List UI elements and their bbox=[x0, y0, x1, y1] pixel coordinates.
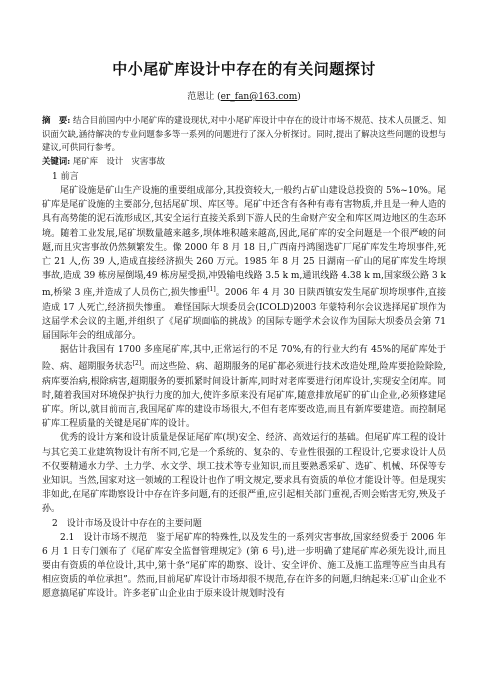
paper-title: 中小尾矿库设计中存在的有关问题探讨 bbox=[112, 60, 376, 78]
section-heading-1: 1 前言 bbox=[52, 172, 79, 182]
paragraph-4 bbox=[42, 531, 446, 602]
paragraph-3: 优秀的设计方案和设计质量是保证尾矿库(坝)安全、经济、高效运行的基础。但尾矿库工程的设计与其它美工业建筑物设计有所不同,它是一个系统的、复杂的、专业性很强的工程设计,它要求设计人员不仅要精通水力学、土力学、水文学、坝工技术等专业知识,而且要熟悉采矿、选矿、机械、环保等专业知识。当然,国家对这一领域的工程设计也作了明文规定,要求具有资质的单位才能设计等。但是现实非如此,在尾矿库勘察设计中存在许多问题,有的还很严重,应引起相关部门重视,否则会贻害无穷,殃及子孙。 bbox=[42, 433, 446, 515]
paragraph-1 bbox=[42, 184, 446, 343]
abstract-text: 结合目前国内中小尾矿库的建设现状,对中小尾矿库设计中存在的设计市场不规范、技术人员匮乏、知识面欠缺,涵待解决的专业问题参多等一系列的问题进行了深入分析探讨。同时,提出了解决这些问题的设想与建议,可供同行参考。 bbox=[42, 115, 446, 152]
subsection-heading-2-1: 2.1 设计市场不规范 bbox=[60, 532, 148, 543]
paragraph-2-text: 据估计我国有 1700 多座尾矿库,其中,正常运行的不足 70%,有的行业大约有 45%的尾矿库处于险、病、超期服务状态 bbox=[42, 345, 446, 373]
citation-1: [1] bbox=[207, 286, 216, 294]
abstract-label: 摘 要: bbox=[42, 115, 71, 125]
paragraph-1-tail: 。2006 年 4 月 30 日陕西镇安发生尾矿坝垮坝事件,直接造成 17 人死亡,经济损失惨重。 难怪国际大坝委员会(ICOLD)2003 年蒙特利尔会议选择尾矿坝作为这届学术会议的主题,并组织了《尾矿坝面临的挑战》的国际专题学术会议作为国际大坝委员会第 71 届国际年会的组成部分。 bbox=[42, 288, 446, 342]
paragraph-1-text: 尾矿设施是矿山生产设施的重要组成部分,其投资较大,一般约占矿山建设总投资的 5%~10%。尾矿库是尾矿设施的主要部分,包括尾矿坝、库区等。尾矿中还含有各种有毒有害物质,并且是一种人造的具有高势能的泥石流形成区,其安全运行直接关系到下游人民的生命财产安全和库区周边地区的生态环境。随着工业发展,尾矿坝数量越来越多,坝体堆积越来越高,因此,尾矿库的安全问题是一个很严峻的问题,而且灾害事故仍然频繁发生。像 2000 年 8 月 18 日,广西南丹鸿图选矿厂尾矿库发生垮坝事件,死亡 21 人,伤 39 人,造成直接经济损失 260 万元。1985 年 8 月 25 日湖南一矿山的尾矿库发生垮坝事故,造成 39 栋房屋倒塌,49 栋房屋受损,冲毁输电线路 3.5 k m,通讯线路 4.38 k m,国家级公路 3 k m,桥梁 3 座,并造成了人员伤亡,损失惨重 bbox=[42, 186, 446, 299]
keywords-text: 尾矿库 设计 灾害事故 bbox=[72, 155, 166, 166]
section-heading-2: 2 设计市场及设计中存在的主要问题 bbox=[52, 518, 202, 529]
paragraph-2-tail: 。而这些险、病、超期服务的尾矿都必须进行技术改造处理,险库要抢险除险,病库要治病,根除病害,超期服务的要抓紧时间设计新库,同时对老库要进行闭库设计,实现安全闭库。同时,随着我国对环境保护执行力度的加大,使许多原来没有尾矿库,随意排放尾矿的矿山企业,必须修建尾矿库。所以,就目前而言,我国尾矿库的建设市场很大,不但有老库要改造,而且有新库要建造。而控制尾矿库工程质量的关键是尾矿库的设计。 bbox=[42, 362, 446, 430]
citation-2: [2] bbox=[132, 360, 142, 368]
abstract bbox=[42, 114, 446, 155]
keywords bbox=[42, 155, 446, 169]
author-line: 范恩让 (er_fan@163.com) bbox=[187, 92, 301, 102]
author-email[interactable]: er_fan@163.com bbox=[220, 92, 298, 102]
author-name: 范恩让 bbox=[187, 92, 215, 102]
paragraph-4-text: 鉴于尾矿库的特殊性,以及发生的一系列灾害事故,国家经贸委于 2006 年 6 月 1 日专门颁布了《尾矿库安全监督管理规定》(第 6 号),进一步明确了建尾矿库必须先设计,而且要由有资质的单位设计,其中,第十条“尾矿库的勘察、设计、安全评价、施工及施工监理等应当由具有相应资质的单位承担”。然而,目前尾矿库设计市场却很不规范,存在许多的问题,归纳起来:①矿山企业不愿意搞尾矿库设计。许多老矿山企业由于原来设计规划时没有 bbox=[42, 532, 446, 600]
keywords-label: 关键词: bbox=[42, 155, 71, 166]
paragraph-2 bbox=[42, 343, 446, 431]
